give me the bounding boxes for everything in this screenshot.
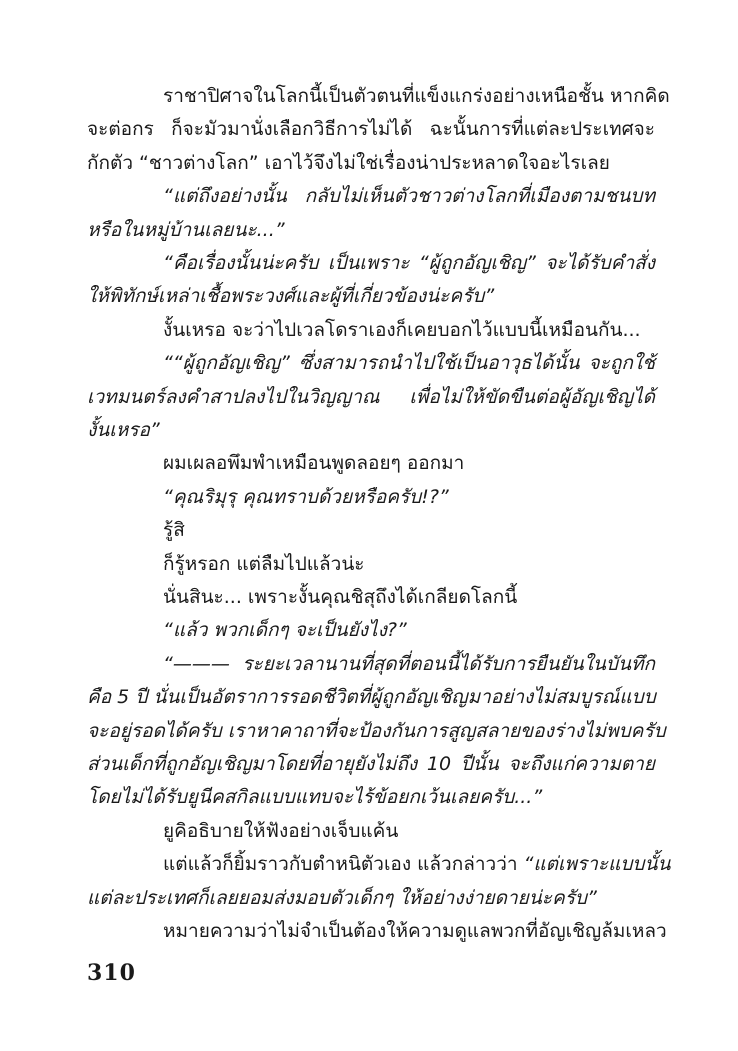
text-line: จะต่อกร ก็จะมัวมานั่งเลือกวิธีการไม่ได้ ฉะนั้นการที่แต่ละประเทศจะ xyxy=(87,118,655,141)
text-line: หมายความว่าไม่จำเป็นต้องให้ความดูแลพวกที่อัญเชิญล้มเหลว xyxy=(163,920,667,942)
text-line: หรือในหมู่บ้านเลยนะ...” xyxy=(87,218,285,241)
text-line xyxy=(163,846,671,882)
text-line: นั่นสินะ... เพราะงั้นคุณชิสุถึงได้เกลียดโลกนี้ xyxy=(163,586,518,608)
text-line: เวทมนตร์ลงคำสาปลงไปในวิญญาณ เพื่อไม่ให้ขัดขืนต่อผู้อัญเชิญได้ xyxy=(87,385,655,408)
text-line: จะอยู่รอดได้ครับ เราหาคาถาที่จะป้องกันการสูญสลายของร่างไม่พบครับ xyxy=(87,719,666,742)
text-line: งั้นเหรอ” xyxy=(87,419,160,441)
text-line: “คือเรื่องนั้นน่ะครับ เป็นเพราะ “ผู้ถูกอัญเชิญ” จะได้รับคำสั่ง xyxy=(163,252,655,274)
text-line: งั้นเหรอ จะว่าไปเวลโดราเองก็เคยบอกไว้แบบนี้เหมือนกัน... xyxy=(163,318,641,341)
text-line: ก็รู้หรอก แต่ลืมไปแล้วน่ะ xyxy=(163,552,365,575)
dialogue-text: “แต่เพราะแบบนั้น xyxy=(523,853,671,876)
text-line: ““ผู้ถูกอัญเชิญ” ซึ่งสามารถนำไปใช้เป็นอาวุธได้นั้น จะถูกใช้ xyxy=(163,352,655,375)
text-line: ส่วนเด็กที่ถูกอัญเชิญมาโดยที่อายุยังไม่ถึง 10 ปีนั้น จะถึงแก่ความตาย xyxy=(87,753,655,775)
text-line: ยูคิอธิบายให้ฟังอย่างเจ็บแค้น xyxy=(163,819,399,842)
text-line: ราชาปิศาจในโลกนี้เป็นตัวตนที่แข็งแกร่งอย่างเหนือชั้น หากคิด xyxy=(163,85,670,107)
text-line: โดยไม่ได้รับยูนีคสกิลแบบแทบจะไร้ข้อยกเว้นเลยครับ...” xyxy=(87,786,543,809)
narration-text: แต่แล้วก็ยิ้มราวกับตำหนิตัวเอง แล้วกล่าวว่า xyxy=(163,853,524,876)
text-line: แต่ละประเทศก็เลยยอมส่งมอบตัวเด็กๆ ให้อย่างง่ายดายน่ะครับ” xyxy=(87,886,597,909)
text-line: “คุณริมุรุ คุณทราบด้วยหรือครับ!?” xyxy=(163,485,449,508)
text-line: ผมเผลอพึมพำเหมือนพูดลอยๆ ออกมา xyxy=(163,452,465,475)
text-line: ให้พิทักษ์เหล่าเชื้อพระวงศ์และผู้ที่เกี่ยวข้องน่ะครับ” xyxy=(87,285,495,308)
text-line: “แล้ว พวกเด็กๆ จะเป็นยังไง?” xyxy=(163,619,407,642)
text-line: “แต่ถึงอย่างนั้น กลับไม่เห็นตัวชาวต่างโลกที่เมืองตามชนบท xyxy=(163,185,655,208)
text-line: คือ 5 ปี นั่นเป็นอัตราการรอดชีวิตที่ผู้ถูกอัญเชิญมาอย่างไม่สมบูรณ์แบบ xyxy=(87,686,656,709)
text-line: กักตัว “ชาวต่างโลก” เอาไว้จึงไม่ใช่เรื่องน่าประหลาดใจอะไรเลย xyxy=(87,151,610,174)
text-line: “——— ระยะเวลานานที่สุดที่ตอนนี้ได้รับการยืนยันในบันทึก xyxy=(163,652,655,675)
page-number: 310 xyxy=(87,960,136,986)
text-line: รู้สิ xyxy=(163,519,185,542)
